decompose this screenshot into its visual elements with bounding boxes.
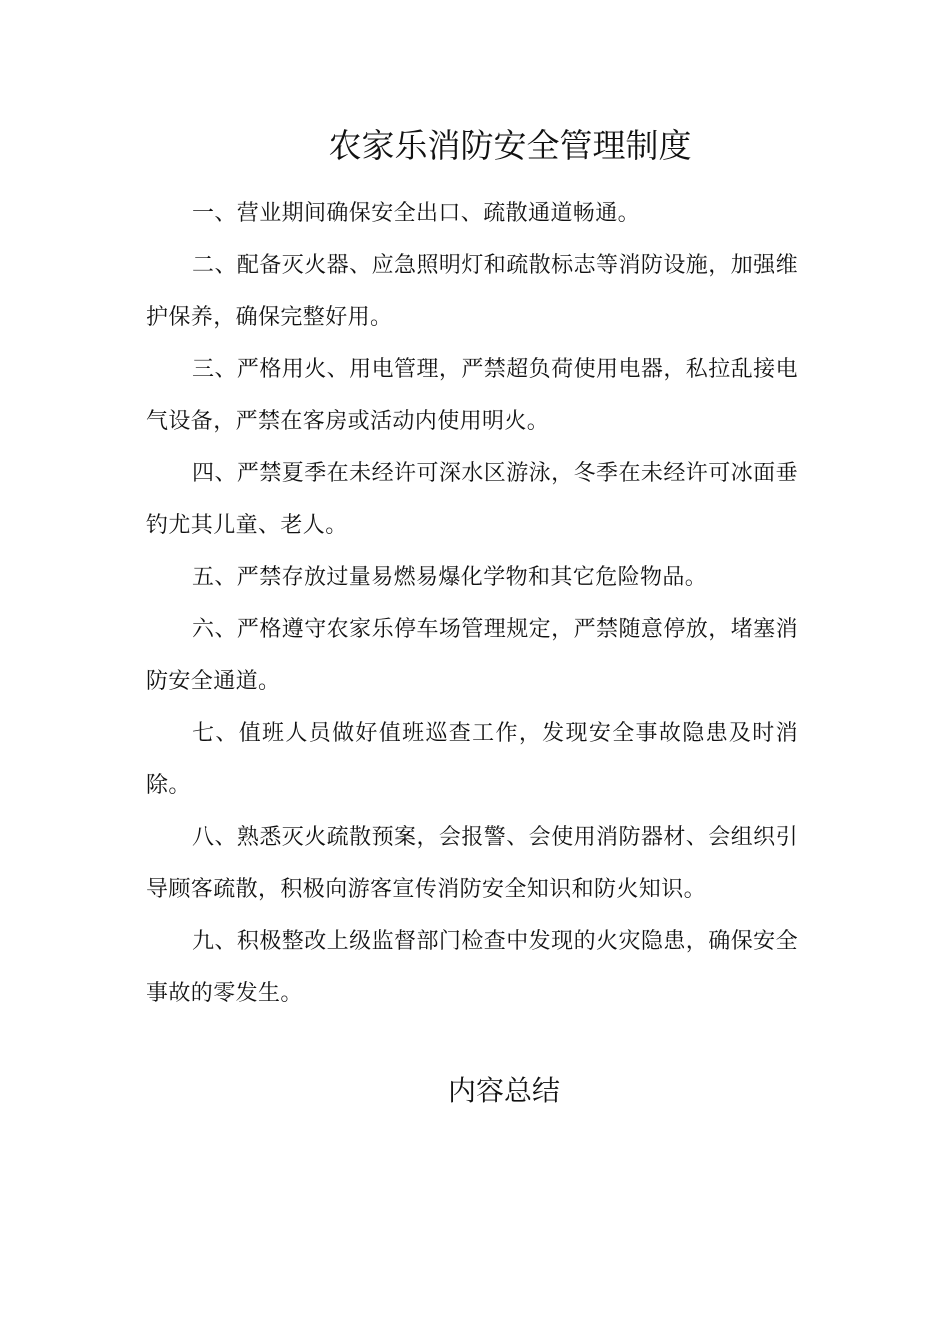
paragraph-6: 六、严格遵守农家乐停车场管理规定，严禁随意停放，堵塞消防安全通道。 [146,617,798,694]
summary-heading: 内容总结 [447,1074,560,1107]
document-title: 农家乐消防安全管理制度 [328,126,692,165]
paragraph-8: 八、熟悉灭火疏散预案，会报警、会使用消防器材、会组织引导顾客疏散，积极向游客宣传消防安全知识和防火知识。 [146,825,798,902]
paragraph-9: 九、积极整改上级监督部门检查中发现的火灾隐患，确保安全事故的零发生。 [146,929,798,1006]
paragraph-5: 五、严禁存放过量易燃易爆化学物和其它危险物品。 [192,565,708,590]
paragraph-2: 二、配备灭火器、应急照明灯和疏散标志等消防设施，加强维护保养，确保完整好用。 [146,253,798,330]
paragraph-1: 一、营业期间确保安全出口、疏散通道畅通。 [192,201,641,226]
document-body [146,188,798,1020]
paragraph-3: 三、严格用火、用电管理，严禁超负荷使用电器，私拉乱接电气设备，严禁在客房或活动内使用明火。 [146,357,798,434]
paragraph-7: 七、值班人员做好值班巡查工作，发现安全事故隐患及时消除。 [146,721,798,798]
paragraph-4: 四、严禁夏季在未经许可深水区游泳，冬季在未经许可冰面垂钓尤其儿童、老人。 [146,461,798,538]
